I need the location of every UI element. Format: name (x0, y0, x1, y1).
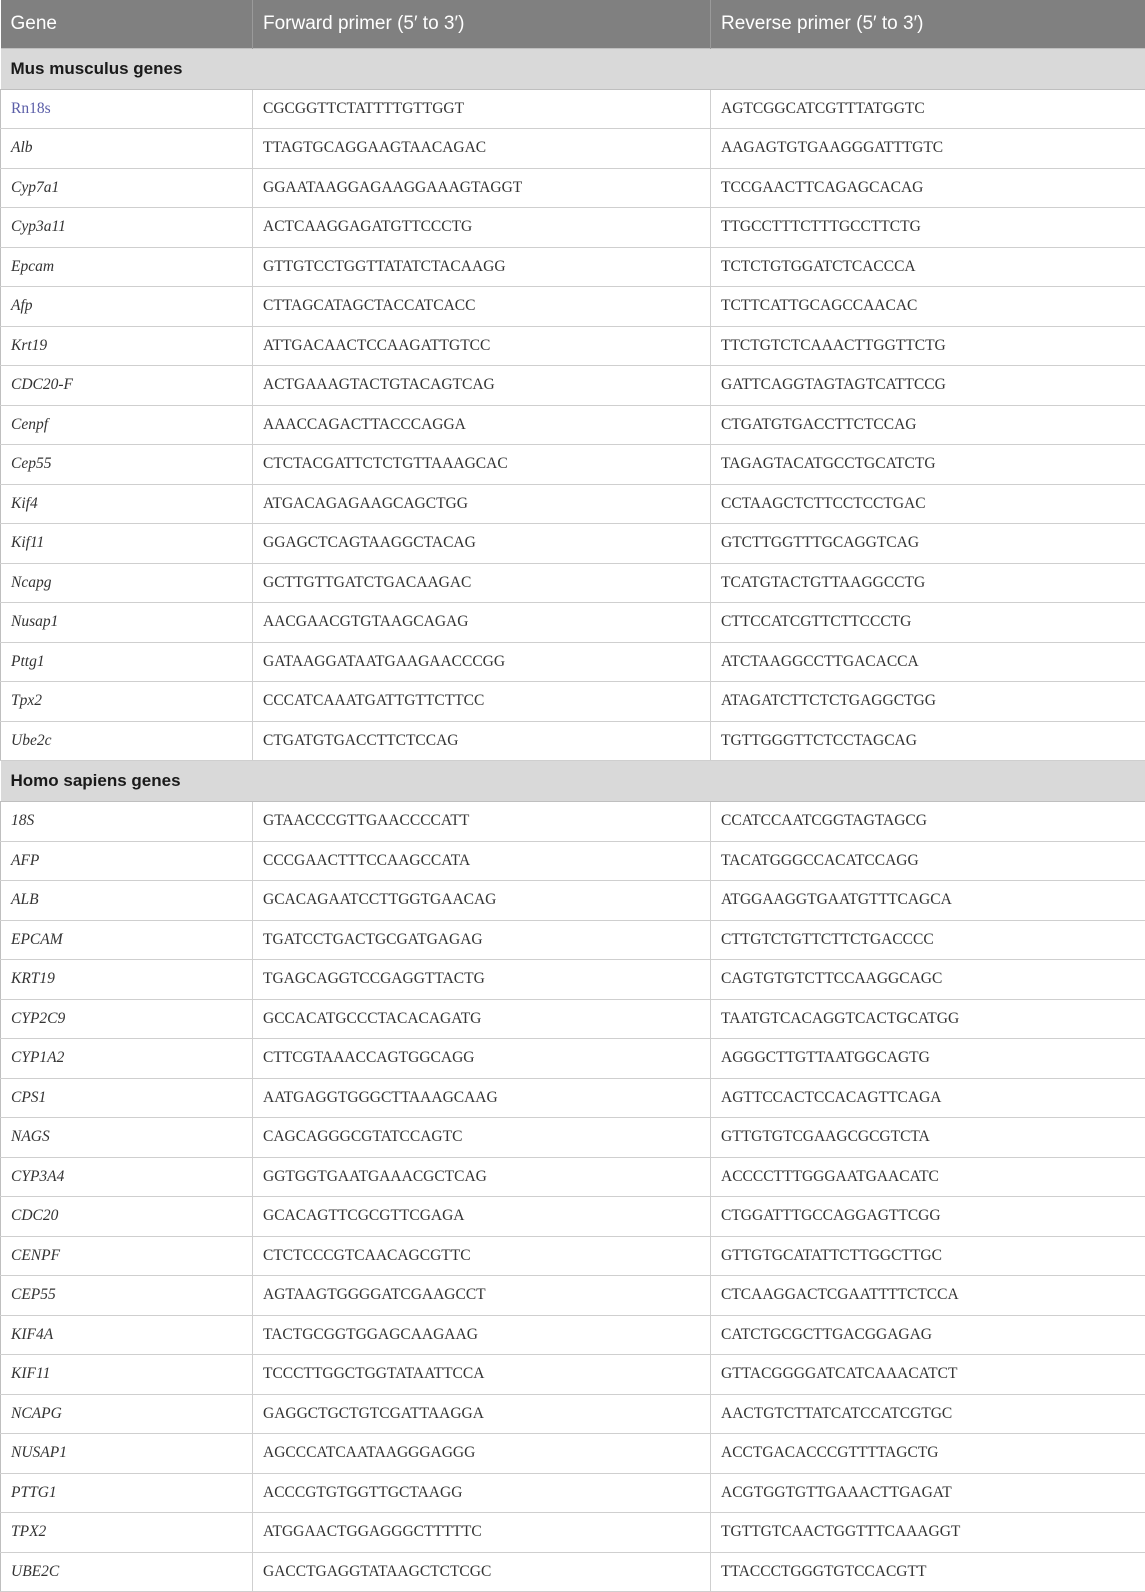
table-row (1, 524, 1145, 564)
table-row (1, 1039, 1145, 1079)
section-header (1, 761, 1145, 802)
table-row (1, 1552, 1145, 1592)
forward-primer-cell: TTAGTGCAGGAAGTAACAGAC (253, 129, 711, 169)
table-row (1, 563, 1145, 603)
table-row (1, 920, 1145, 960)
reverse-primer-cell: ACGTGGTGTTGAAACTTGAGAT (711, 1473, 1145, 1513)
gene-name-cell: CYP3A4 (1, 1157, 253, 1197)
gene-name-cell: Pttg1 (1, 642, 253, 682)
table-row (1, 1197, 1145, 1237)
table-row (1, 445, 1145, 485)
reverse-primer-cell: CTTCCATCGTTCTTCCCTG (711, 603, 1145, 643)
table-row (1, 642, 1145, 682)
forward-primer-cell: CCCATCAAATGATTGTTCTTCC (253, 682, 711, 722)
reverse-primer-cell: CTGATGTGACCTTCTCCAG (711, 405, 1145, 445)
reverse-primer-cell: ATGGAAGGTGAATGTTTCAGCA (711, 881, 1145, 921)
reverse-primer-cell: ACCTGACACCCGTTTTAGCTG (711, 1434, 1145, 1474)
reverse-primer-cell: CAGTGTGTCTTCCAAGGCAGC (711, 960, 1145, 1000)
forward-primer-cell: GACCTGAGGTATAAGCTCTCGC (253, 1552, 711, 1592)
gene-name-cell: Cyp7a1 (1, 168, 253, 208)
table-row (1, 682, 1145, 722)
gene-name-cell[interactable]: Rn18s (1, 89, 253, 129)
table-body (1, 48, 1145, 1592)
forward-primer-cell: CTGATGTGACCTTCTCCAG (253, 721, 711, 761)
gene-name-cell: Alb (1, 129, 253, 169)
reverse-primer-cell: TCTTCATTGCAGCCAACAC (711, 287, 1145, 327)
reverse-primer-cell: AACTGTCTTATCATCCATCGTGC (711, 1394, 1145, 1434)
gene-name-cell: Kif4 (1, 484, 253, 524)
reverse-primer-cell: TCCGAACTTCAGAGCACAG (711, 168, 1145, 208)
gene-name-cell: KIF4A (1, 1315, 253, 1355)
reverse-primer-cell: AGTTCCACTCCACAGTTCAGA (711, 1078, 1145, 1118)
forward-primer-cell: TGAGCAGGTCCGAGGTTACTG (253, 960, 711, 1000)
table-row (1, 208, 1145, 248)
reverse-primer-cell: CATCTGCGCTTGACGGAGAG (711, 1315, 1145, 1355)
reverse-primer-cell: TTGCCTTTCTTTGCCTTCTG (711, 208, 1145, 248)
gene-name-cell: CYP2C9 (1, 999, 253, 1039)
forward-primer-cell: GTTGTCCTGGTTATATCTACAAGG (253, 247, 711, 287)
table-row (1, 960, 1145, 1000)
reverse-primer-cell: ACCCCTTTGGGAATGAACATC (711, 1157, 1145, 1197)
reverse-primer-cell: ATCTAAGGCCTTGACACCA (711, 642, 1145, 682)
forward-primer-cell: TACTGCGGTGGAGCAAGAAG (253, 1315, 711, 1355)
gene-name-cell: 18S (1, 802, 253, 842)
forward-primer-cell: GGTGGTGAATGAAACGCTCAG (253, 1157, 711, 1197)
table-row (1, 168, 1145, 208)
header-gene: Gene (1, 0, 253, 48)
header-reverse-primer: Reverse primer (5′ to 3′) (711, 0, 1145, 48)
forward-primer-cell: AAACCAGACTTACCCAGGA (253, 405, 711, 445)
forward-primer-cell: GCACAGTTCGCGTTCGAGA (253, 1197, 711, 1237)
table-row (1, 129, 1145, 169)
forward-primer-cell: AATGAGGTGGGCTTAAAGCAAG (253, 1078, 711, 1118)
table-row (1, 1315, 1145, 1355)
section-header (1, 48, 1145, 89)
gene-name-cell: CENPF (1, 1236, 253, 1276)
reverse-primer-cell: GTCTTGGTTTGCAGGTCAG (711, 524, 1145, 564)
reverse-primer-cell: TTCTGTCTCAAACTTGGTTCTG (711, 326, 1145, 366)
gene-name-cell: Ube2c (1, 721, 253, 761)
table-row (1, 484, 1145, 524)
reverse-primer-cell: CCATCCAATCGGTAGTAGCG (711, 802, 1145, 842)
table-row (1, 287, 1145, 327)
reverse-primer-cell: CTTGTCTGTTCTTCTGACCCC (711, 920, 1145, 960)
forward-primer-cell: CCCGAACTTTCCAAGCCATA (253, 841, 711, 881)
table-row (1, 247, 1145, 287)
gene-name-cell: TPX2 (1, 1513, 253, 1553)
header-forward-primer: Forward primer (5′ to 3′) (253, 0, 711, 48)
forward-primer-cell: ATGACAGAGAAGCAGCTGG (253, 484, 711, 524)
reverse-primer-cell: TCTCTGTGGATCTCACCCA (711, 247, 1145, 287)
forward-primer-cell: GCCACATGCCCTACACAGATG (253, 999, 711, 1039)
gene-name-cell: CPS1 (1, 1078, 253, 1118)
section-title: Homo sapiens genes (1, 761, 1145, 802)
gene-name-cell: Krt19 (1, 326, 253, 366)
reverse-primer-cell: GTTACGGGGATCATCAAACATCT (711, 1355, 1145, 1395)
forward-primer-cell: ATGGAACTGGAGGGCTTTTTC (253, 1513, 711, 1553)
reverse-primer-cell: TCATGTACTGTTAAGGCCTG (711, 563, 1145, 603)
table-row (1, 881, 1145, 921)
gene-name-cell: CDC20 (1, 1197, 253, 1237)
table-row (1, 802, 1145, 842)
gene-name-cell: CDC20-F (1, 366, 253, 406)
gene-name-cell: Ncapg (1, 563, 253, 603)
forward-primer-cell: ACCCGTGTGGTTGCTAAGG (253, 1473, 711, 1513)
forward-primer-cell: AGCCCATCAATAAGGGAGGG (253, 1434, 711, 1474)
reverse-primer-cell: TGTTGTCAACTGGTTTCAAAGGT (711, 1513, 1145, 1553)
table-row (1, 1078, 1145, 1118)
gene-name-cell: Epcam (1, 247, 253, 287)
forward-primer-cell: GTAACCCGTTGAACCCCATT (253, 802, 711, 842)
reverse-primer-cell: TACATGGGCCACATCCAGG (711, 841, 1145, 881)
forward-primer-cell: TCCCTTGGCTGGTATAATTCCA (253, 1355, 711, 1395)
table-row (1, 1276, 1145, 1316)
table-row (1, 841, 1145, 881)
gene-name-cell: PTTG1 (1, 1473, 253, 1513)
forward-primer-cell: ACTGAAAGTACTGTACAGTCAG (253, 366, 711, 406)
forward-primer-cell: AACGAACGTGTAAGCAGAG (253, 603, 711, 643)
gene-name-cell: ALB (1, 881, 253, 921)
table-row (1, 999, 1145, 1039)
table-row (1, 1394, 1145, 1434)
gene-name-cell: UBE2C (1, 1552, 253, 1592)
gene-name-cell: AFP (1, 841, 253, 881)
forward-primer-cell: CAGCAGGGCGTATCCAGTC (253, 1118, 711, 1158)
table-row (1, 1434, 1145, 1474)
table-row (1, 1236, 1145, 1276)
reverse-primer-cell: CCTAAGCTCTTCCTCCTGAC (711, 484, 1145, 524)
forward-primer-cell: TGATCCTGACTGCGATGAGAG (253, 920, 711, 960)
gene-name-cell: EPCAM (1, 920, 253, 960)
table-row (1, 405, 1145, 445)
reverse-primer-cell: GATTCAGGTAGTAGTCATTCCG (711, 366, 1145, 406)
forward-primer-cell: GGAGCTCAGTAAGGCTACAG (253, 524, 711, 564)
reverse-primer-cell: TTACCCTGGGTGTCCACGTT (711, 1552, 1145, 1592)
forward-primer-cell: GCTTGTTGATCTGACAAGAC (253, 563, 711, 603)
gene-name-cell: Kif11 (1, 524, 253, 564)
reverse-primer-cell: AAGAGTGTGAAGGGATTTGTC (711, 129, 1145, 169)
gene-name-cell: Cyp3a11 (1, 208, 253, 248)
gene-name-cell: Cep55 (1, 445, 253, 485)
forward-primer-cell: CTCTACGATTCTCTGTTAAAGCAC (253, 445, 711, 485)
forward-primer-cell: GAGGCTGCTGTCGATTAAGGA (253, 1394, 711, 1434)
gene-name-cell: KIF11 (1, 1355, 253, 1395)
header-row (1, 0, 1145, 48)
forward-primer-cell: CTTAGCATAGCTACCATCACC (253, 287, 711, 327)
forward-primer-cell: GGAATAAGGAGAAGGAAAGTAGGT (253, 168, 711, 208)
gene-name-cell: NCAPG (1, 1394, 253, 1434)
gene-name-cell: NAGS (1, 1118, 253, 1158)
forward-primer-cell: CGCGGTTCTATTTTGTTGGT (253, 89, 711, 129)
table-row (1, 1118, 1145, 1158)
table-row (1, 326, 1145, 366)
gene-name-cell: KRT19 (1, 960, 253, 1000)
reverse-primer-cell: GTTGTGCATATTCTTGGCTTGC (711, 1236, 1145, 1276)
reverse-primer-cell: AGGGCTTGTTAATGGCAGTG (711, 1039, 1145, 1079)
table-row (1, 1355, 1145, 1395)
section-title: Mus musculus genes (1, 48, 1145, 89)
table-row (1, 1157, 1145, 1197)
forward-primer-cell: GATAAGGATAATGAAGAACCCGG (253, 642, 711, 682)
gene-name-cell: Tpx2 (1, 682, 253, 722)
table-row (1, 89, 1145, 129)
reverse-primer-cell: GTTGTGTCGAAGCGCGTCTA (711, 1118, 1145, 1158)
forward-primer-cell: ATTGACAACTCCAAGATTGTCC (253, 326, 711, 366)
gene-name-cell: NUSAP1 (1, 1434, 253, 1474)
gene-name-cell: Nusap1 (1, 603, 253, 643)
gene-name-cell: CEP55 (1, 1276, 253, 1316)
table-row (1, 366, 1145, 406)
reverse-primer-cell: CTGGATTTGCCAGGAGTTCGG (711, 1197, 1145, 1237)
table-row (1, 1513, 1145, 1553)
forward-primer-cell: CTCTCCCGTCAACAGCGTTC (253, 1236, 711, 1276)
reverse-primer-cell: TGTTGGGTTCTCCTAGCAG (711, 721, 1145, 761)
gene-name-cell: Cenpf (1, 405, 253, 445)
table-header (1, 0, 1145, 48)
gene-name-cell: CYP1A2 (1, 1039, 253, 1079)
reverse-primer-cell: CTCAAGGACTCGAATTTTCTCCA (711, 1276, 1145, 1316)
gene-name-cell: Afp (1, 287, 253, 327)
forward-primer-cell: AGTAAGTGGGGATCGAAGCCT (253, 1276, 711, 1316)
reverse-primer-cell: ATAGATCTTCTCTGAGGCTGG (711, 682, 1145, 722)
reverse-primer-cell: TAATGTCACAGGTCACTGCATGG (711, 999, 1145, 1039)
reverse-primer-cell: AGTCGGCATCGTTTATGGTC (711, 89, 1145, 129)
forward-primer-cell: GCACAGAATCCTTGGTGAACAG (253, 881, 711, 921)
forward-primer-cell: ACTCAAGGAGATGTTCCCTG (253, 208, 711, 248)
table-row (1, 603, 1145, 643)
reverse-primer-cell: TAGAGTACATGCCTGCATCTG (711, 445, 1145, 485)
table-row (1, 1473, 1145, 1513)
forward-primer-cell: CTTCGTAAACCAGTGGCAGG (253, 1039, 711, 1079)
table-row (1, 721, 1145, 761)
